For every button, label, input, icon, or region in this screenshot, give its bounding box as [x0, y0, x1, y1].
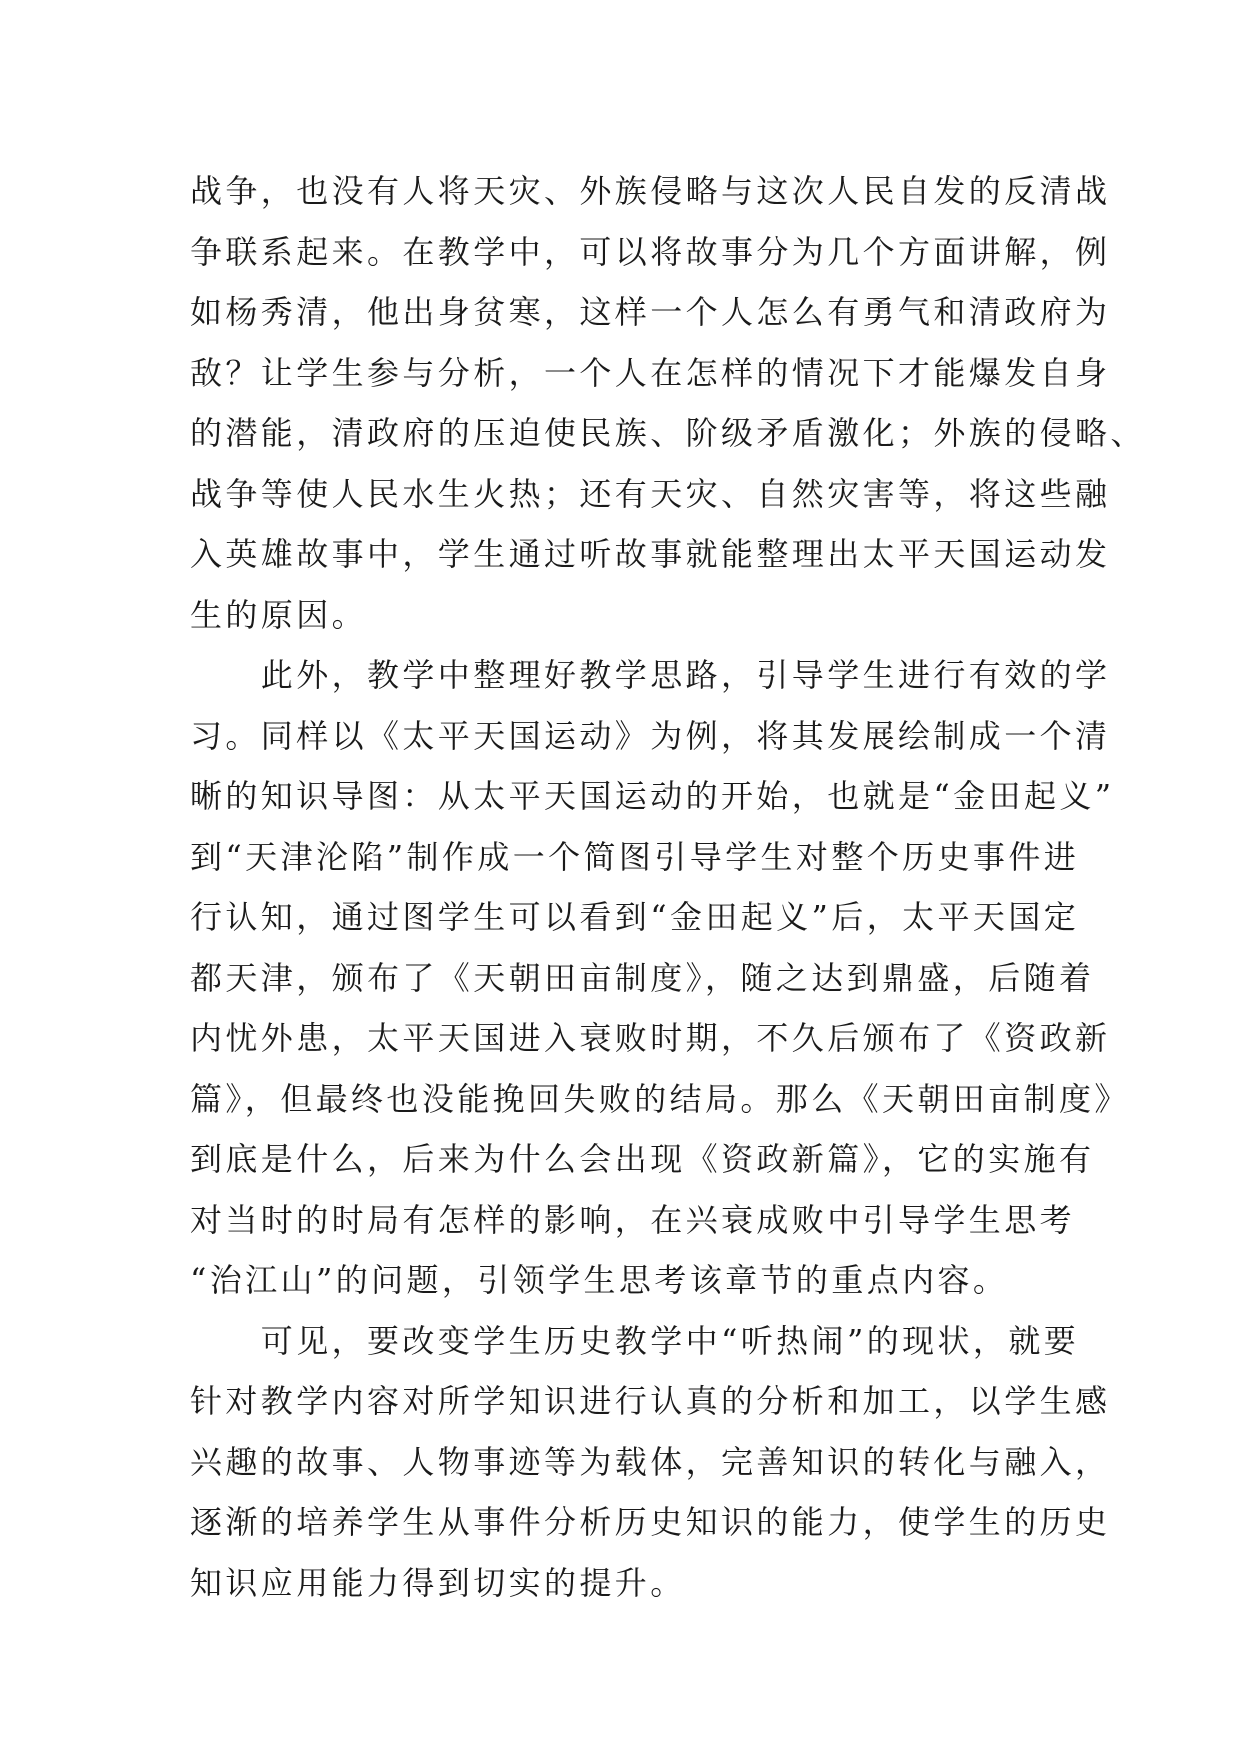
- text-line: 战争，也没有人将天灾、外族侵略与这次人民自发的反清战: [190, 172, 1111, 210]
- text-line: 晰的知识导图：从太平天国运动的开始，也就是“金田起义”: [190, 777, 1115, 815]
- text-line: 对当时的时局有怎样的影响，在兴衰成败中引导学生思考: [190, 1200, 1076, 1239]
- text-line: 习。同样以《太平天国运动》为例，将其发展绘制成一个清: [190, 716, 1111, 755]
- text-line: 可见，要改变学生历史教学中“听热闹”的现状，就要: [190, 1321, 1080, 1360]
- body-text: [190, 161, 1146, 1613]
- text-line: 生的原因。: [190, 595, 368, 634]
- text-line: 兴趣的故事、人物事迹等为载体，完善知识的转化与融入，: [190, 1442, 1111, 1481]
- text-line: 的潜能，清政府的压迫使民族、阶级矛盾激化；外族的侵略、: [190, 414, 1146, 452]
- paragraph-2: [190, 645, 1130, 1311]
- text-line: 都天津，颁布了《天朝田亩制度》，随之达到鼎盛，后随着: [190, 958, 1095, 997]
- text-line: 入英雄故事中，学生通过听故事就能整理出太平天国运动发: [190, 535, 1111, 573]
- text-line: 争联系起来。在教学中，可以将故事分为几个方面讲解，例: [190, 232, 1111, 271]
- text-line: 内忧外患，太平天国进入衰败时期，不久后颁布了《资政新: [190, 1019, 1111, 1057]
- text-line: 敌？让学生参与分析，一个人在怎样的情况下才能爆发自身: [190, 353, 1111, 392]
- text-line: 行认知，通过图学生可以看到“金田起义”后，太平天国定: [190, 898, 1080, 936]
- text-line: 针对教学内容对所学知识进行认真的分析和加工，以学生感: [190, 1382, 1111, 1420]
- text-line: 战争等使人民水生火热；还有天灾、自然灾害等，将这些融: [190, 474, 1111, 513]
- text-line: 到底是什么，后来为什么会出现《资政新篇》，它的实施有: [190, 1140, 1095, 1178]
- text-line: 知识应用能力得到切实的提升。: [190, 1563, 686, 1602]
- text-line: 逐渐的培养学生从事件分析历史知识的能力，使学生的历史: [190, 1503, 1111, 1541]
- paragraph-1: [190, 161, 1146, 645]
- text-line: 篇》，但最终也没能挽回失败的结局。那么《天朝田亩制度》: [190, 1079, 1130, 1118]
- text-line: 到“天津沦陷”制作成一个简图引导学生对整个历史事件进: [190, 837, 1080, 876]
- paragraph-3: [190, 1311, 1111, 1614]
- text-line: 如杨秀清，他出身贫寒，这样一个人怎么有勇气和清政府为: [190, 293, 1111, 331]
- text-line: 此外，教学中整理好教学思路，引导学生进行有效的学: [190, 656, 1111, 694]
- text-line: “治江山”的问题，引领学生思考该章节的重点内容。: [190, 1261, 1009, 1299]
